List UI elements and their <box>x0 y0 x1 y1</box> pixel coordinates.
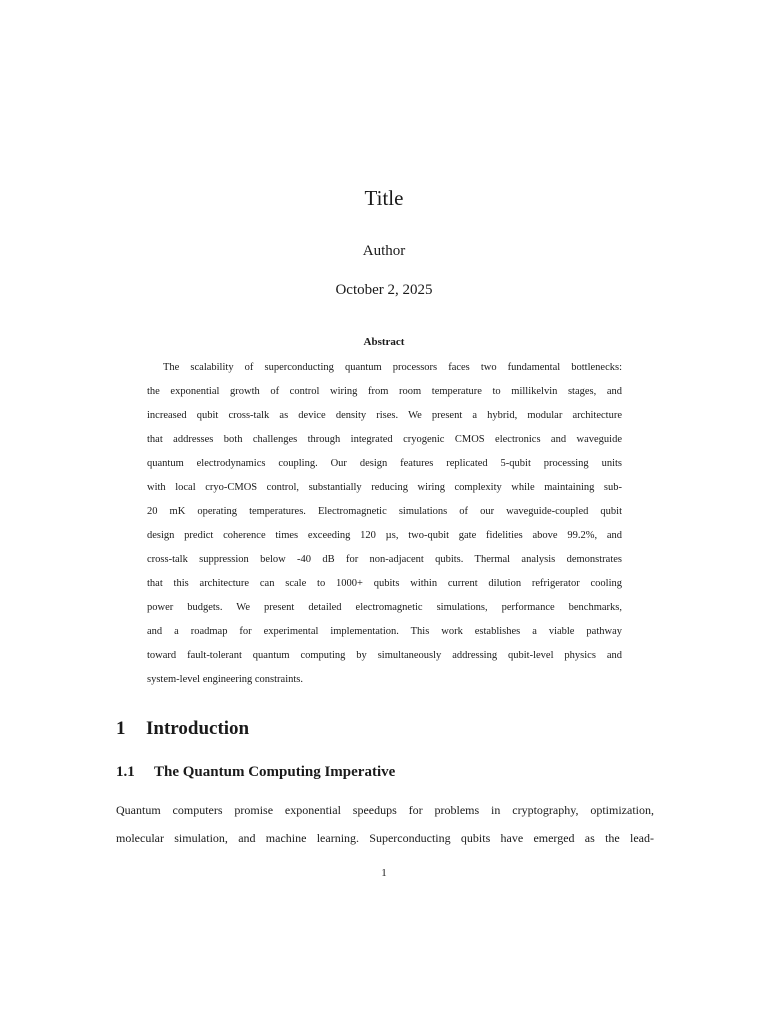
abstract-line: design predict coherence times exceeding 120 µs, two-qubit gate fidelities above 99.2%, and <box>147 530 622 541</box>
abstract-line: with local cryo-CMOS control, substantially reducing wiring complexity while maintaining sub- <box>147 482 622 493</box>
section-number: 1 <box>116 718 126 739</box>
body-paragraph <box>116 796 654 852</box>
abstract-line: that addresses both challenges through integrated cryogenic CMOS electronics and waveguide <box>147 434 622 445</box>
abstract-heading: Abstract <box>363 336 405 348</box>
subsection-title: The Quantum Computing Imperative <box>154 764 396 780</box>
body-line: molecular simulation, and machine learning. Superconducting qubits have emerged as the lead- <box>116 831 654 845</box>
abstract-line: quantum electrodynamics coupling. Our design features replicated 5-qubit processing units <box>147 458 622 469</box>
subsection-number: 1.1 <box>116 764 135 780</box>
abstract-line: power budgets. We present detailed electromagnetic simulations, performance benchmarks, <box>147 602 622 613</box>
page-number: 1 <box>381 867 387 879</box>
document-author: Author <box>362 243 406 259</box>
section-heading <box>116 718 249 740</box>
abstract-line: cross-talk suppression below -40 dB for non-adjacent qubits. Thermal analysis demonstrates <box>147 554 622 565</box>
section-title: Introduction <box>146 718 250 739</box>
document-date: October 2, 2025 <box>335 282 433 298</box>
abstract-line: the exponential growth of control wiring from room temperature to millikelvin stages, and <box>147 386 622 397</box>
abstract-line: 20 mK operating temperatures. Electromagnetic simulations of our waveguide-coupled qubit <box>147 506 622 517</box>
abstract-line: toward fault-tolerant quantum computing by simultaneously addressing qubit-level physics and <box>147 650 622 661</box>
abstract-line: system-level engineering constraints. <box>147 674 303 685</box>
abstract-line: The scalability of superconducting quantum processors faces two fundamental bottlenecks: <box>163 362 622 373</box>
subsection-heading <box>116 764 395 781</box>
document-title: Title <box>364 186 404 210</box>
abstract-line: increased qubit cross-talk as device density rises. We present a hybrid, modular architecture <box>147 410 622 421</box>
body-line: Quantum computers promise exponential speedups for problems in cryptography, optimization, <box>116 803 654 817</box>
abstract-line: and a roadmap for experimental implementation. This work establishes a viable pathway <box>147 626 622 637</box>
abstract-body <box>147 356 622 692</box>
abstract-line: that this architecture can scale to 1000+ qubits within current dilution refrigerator cooling <box>147 578 622 589</box>
